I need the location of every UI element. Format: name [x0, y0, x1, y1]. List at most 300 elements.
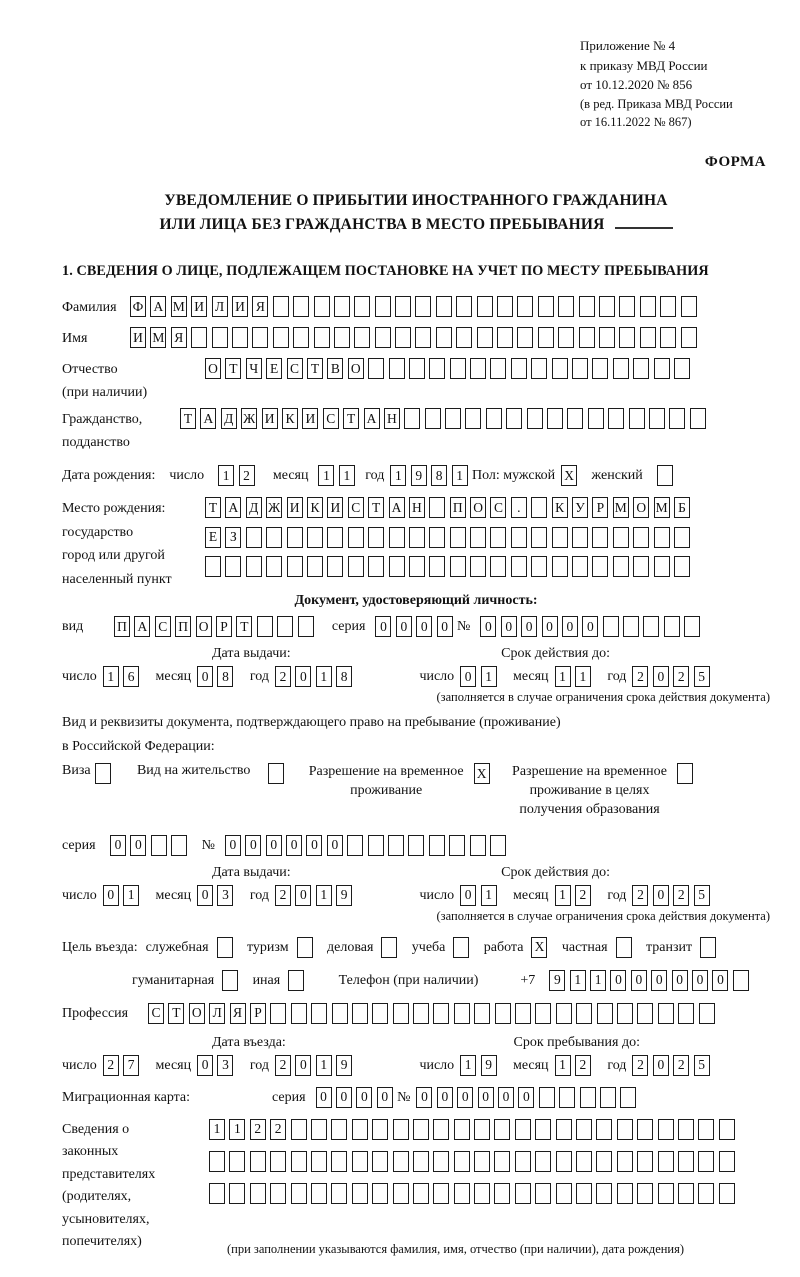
- char-box[interactable]: [660, 296, 676, 317]
- char-box[interactable]: 1: [452, 465, 468, 486]
- char-box[interactable]: Д: [246, 497, 262, 518]
- char-box[interactable]: [640, 327, 656, 348]
- char-box[interactable]: [429, 497, 445, 518]
- char-box[interactable]: 3: [217, 885, 233, 906]
- char-box[interactable]: [413, 1183, 429, 1204]
- char-box[interactable]: [273, 296, 289, 317]
- char-box[interactable]: 0: [460, 885, 476, 906]
- char-box[interactable]: 0: [498, 1087, 514, 1108]
- char-box[interactable]: [592, 358, 608, 379]
- char-box[interactable]: [454, 1003, 470, 1024]
- char-box[interactable]: 2: [673, 885, 689, 906]
- char-box[interactable]: [404, 408, 420, 429]
- char-box[interactable]: 1: [481, 885, 497, 906]
- char-box[interactable]: [171, 835, 187, 856]
- char-box[interactable]: [535, 1151, 551, 1172]
- char-box[interactable]: [257, 616, 273, 637]
- char-box[interactable]: [415, 296, 431, 317]
- char-box[interactable]: [699, 1003, 715, 1024]
- char-box[interactable]: О: [633, 497, 649, 518]
- char-box[interactable]: [470, 556, 486, 577]
- char-box[interactable]: Я: [171, 327, 187, 348]
- char-box[interactable]: Е: [266, 358, 282, 379]
- char-box[interactable]: 1: [318, 465, 334, 486]
- char-box[interactable]: 0: [197, 666, 213, 687]
- char-box[interactable]: [719, 1151, 735, 1172]
- char-box[interactable]: 0: [518, 1087, 534, 1108]
- char-box[interactable]: [658, 1183, 674, 1204]
- char-box[interactable]: 0: [416, 616, 432, 637]
- char-box[interactable]: [372, 1183, 388, 1204]
- char-box[interactable]: [654, 556, 670, 577]
- char-box[interactable]: Ч: [246, 358, 262, 379]
- char-box[interactable]: [572, 358, 588, 379]
- char-box[interactable]: 0: [542, 616, 558, 637]
- char-box[interactable]: [599, 296, 615, 317]
- char-box[interactable]: 0: [672, 970, 688, 991]
- char-box[interactable]: [409, 527, 425, 548]
- char-box[interactable]: [623, 616, 639, 637]
- char-box[interactable]: 0: [396, 616, 412, 637]
- char-box[interactable]: 0: [375, 616, 391, 637]
- char-box[interactable]: [643, 616, 659, 637]
- char-box[interactable]: 0: [610, 970, 626, 991]
- char-box[interactable]: Р: [250, 1003, 266, 1024]
- char-box[interactable]: [413, 1003, 429, 1024]
- char-box[interactable]: [354, 296, 370, 317]
- char-box[interactable]: [229, 1183, 245, 1204]
- char-box[interactable]: X: [531, 937, 547, 958]
- char-box[interactable]: Б: [674, 497, 690, 518]
- char-box[interactable]: 0: [631, 970, 647, 991]
- char-box[interactable]: З: [225, 527, 241, 548]
- char-box[interactable]: 0: [377, 1087, 393, 1108]
- char-box[interactable]: [287, 556, 303, 577]
- char-box[interactable]: [511, 527, 527, 548]
- char-box[interactable]: [352, 1183, 368, 1204]
- char-box[interactable]: [490, 835, 506, 856]
- char-box[interactable]: 0: [316, 1087, 332, 1108]
- char-box[interactable]: [633, 556, 649, 577]
- char-box[interactable]: [297, 937, 313, 958]
- char-box[interactable]: [477, 327, 493, 348]
- char-box[interactable]: [620, 1087, 636, 1108]
- char-box[interactable]: 0: [327, 835, 343, 856]
- char-box[interactable]: Р: [592, 497, 608, 518]
- char-box[interactable]: [515, 1151, 531, 1172]
- char-box[interactable]: [307, 527, 323, 548]
- char-box[interactable]: [450, 527, 466, 548]
- char-box[interactable]: [456, 296, 472, 317]
- char-box[interactable]: [538, 327, 554, 348]
- char-box[interactable]: 0: [562, 616, 578, 637]
- char-box[interactable]: [246, 556, 262, 577]
- char-box[interactable]: В: [327, 358, 343, 379]
- char-box[interactable]: .: [511, 497, 527, 518]
- char-box[interactable]: С: [155, 616, 171, 637]
- char-box[interactable]: [477, 296, 493, 317]
- char-box[interactable]: [629, 408, 645, 429]
- char-box[interactable]: А: [364, 408, 380, 429]
- char-box[interactable]: [678, 1151, 694, 1172]
- char-box[interactable]: Т: [180, 408, 196, 429]
- char-box[interactable]: [535, 1183, 551, 1204]
- char-box[interactable]: 0: [653, 666, 669, 687]
- char-box[interactable]: [331, 1183, 347, 1204]
- char-box[interactable]: 2: [275, 885, 291, 906]
- char-box[interactable]: [389, 556, 405, 577]
- char-box[interactable]: [592, 556, 608, 577]
- char-box[interactable]: И: [130, 327, 146, 348]
- char-box[interactable]: [311, 1151, 327, 1172]
- char-box[interactable]: [494, 1151, 510, 1172]
- char-box[interactable]: 1: [555, 666, 571, 687]
- char-box[interactable]: [389, 358, 405, 379]
- char-box[interactable]: 0: [130, 835, 146, 856]
- char-box[interactable]: [474, 1003, 490, 1024]
- char-box[interactable]: У: [572, 497, 588, 518]
- char-box[interactable]: 1: [390, 465, 406, 486]
- char-box[interactable]: [669, 408, 685, 429]
- char-box[interactable]: П: [450, 497, 466, 518]
- char-box[interactable]: А: [200, 408, 216, 429]
- char-box[interactable]: [490, 527, 506, 548]
- char-box[interactable]: 0: [653, 1055, 669, 1076]
- char-box[interactable]: 0: [460, 666, 476, 687]
- char-box[interactable]: Р: [216, 616, 232, 637]
- char-box[interactable]: [580, 1087, 596, 1108]
- char-box[interactable]: [619, 296, 635, 317]
- char-box[interactable]: [393, 1151, 409, 1172]
- char-box[interactable]: [347, 835, 363, 856]
- char-box[interactable]: Я: [230, 1003, 246, 1024]
- char-box[interactable]: [436, 327, 452, 348]
- char-box[interactable]: [535, 1003, 551, 1024]
- char-box[interactable]: [494, 1183, 510, 1204]
- char-box[interactable]: 5: [694, 1055, 710, 1076]
- char-box[interactable]: [592, 527, 608, 548]
- char-box[interactable]: [698, 1119, 714, 1140]
- char-box[interactable]: 2: [673, 1055, 689, 1076]
- char-box[interactable]: [348, 556, 364, 577]
- char-box[interactable]: [408, 835, 424, 856]
- char-box[interactable]: [678, 1183, 694, 1204]
- char-box[interactable]: О: [348, 358, 364, 379]
- char-box[interactable]: А: [134, 616, 150, 637]
- char-box[interactable]: 2: [270, 1119, 286, 1140]
- char-box[interactable]: 0: [437, 616, 453, 637]
- char-box[interactable]: [293, 296, 309, 317]
- char-box[interactable]: 1: [570, 970, 586, 991]
- char-box[interactable]: [616, 937, 632, 958]
- char-box[interactable]: 2: [250, 1119, 266, 1140]
- char-box[interactable]: И: [287, 497, 303, 518]
- char-box[interactable]: [674, 527, 690, 548]
- char-box[interactable]: [381, 937, 397, 958]
- char-box[interactable]: [268, 763, 284, 784]
- char-box[interactable]: [470, 527, 486, 548]
- char-box[interactable]: [654, 358, 670, 379]
- char-box[interactable]: [327, 556, 343, 577]
- char-box[interactable]: [719, 1183, 735, 1204]
- char-box[interactable]: 9: [336, 1055, 352, 1076]
- char-box[interactable]: [252, 327, 268, 348]
- char-box[interactable]: П: [175, 616, 191, 637]
- char-box[interactable]: [368, 556, 384, 577]
- char-box[interactable]: Ф: [130, 296, 146, 317]
- char-box[interactable]: 0: [295, 885, 311, 906]
- char-box[interactable]: [719, 1119, 735, 1140]
- char-box[interactable]: [191, 327, 207, 348]
- char-box[interactable]: М: [613, 497, 629, 518]
- char-box[interactable]: [556, 1119, 572, 1140]
- char-box[interactable]: [277, 616, 293, 637]
- char-box[interactable]: К: [282, 408, 298, 429]
- char-box[interactable]: Л: [209, 1003, 225, 1024]
- char-box[interactable]: [205, 556, 221, 577]
- char-box[interactable]: [425, 408, 441, 429]
- char-box[interactable]: 1: [218, 465, 234, 486]
- char-box[interactable]: Д: [221, 408, 237, 429]
- char-box[interactable]: [393, 1183, 409, 1204]
- char-box[interactable]: 2: [632, 885, 648, 906]
- char-box[interactable]: [490, 358, 506, 379]
- char-box[interactable]: [678, 1003, 694, 1024]
- char-box[interactable]: Ж: [241, 408, 257, 429]
- char-box[interactable]: [603, 616, 619, 637]
- char-box[interactable]: [375, 296, 391, 317]
- char-box[interactable]: Л: [212, 296, 228, 317]
- char-box[interactable]: [413, 1151, 429, 1172]
- char-box[interactable]: Т: [205, 497, 221, 518]
- char-box[interactable]: 2: [632, 666, 648, 687]
- char-box[interactable]: [389, 527, 405, 548]
- char-box[interactable]: [331, 1151, 347, 1172]
- char-box[interactable]: [291, 1119, 307, 1140]
- char-box[interactable]: [454, 1119, 470, 1140]
- char-box[interactable]: [511, 358, 527, 379]
- char-box[interactable]: [613, 358, 629, 379]
- char-box[interactable]: [209, 1151, 225, 1172]
- char-box[interactable]: [229, 1151, 245, 1172]
- char-box[interactable]: Т: [343, 408, 359, 429]
- char-box[interactable]: [454, 1183, 470, 1204]
- char-box[interactable]: [608, 408, 624, 429]
- char-box[interactable]: [232, 327, 248, 348]
- char-box[interactable]: [640, 296, 656, 317]
- char-box[interactable]: [456, 327, 472, 348]
- char-box[interactable]: [465, 408, 481, 429]
- char-box[interactable]: 0: [521, 616, 537, 637]
- char-box[interactable]: 1: [316, 666, 332, 687]
- char-box[interactable]: [287, 527, 303, 548]
- char-box[interactable]: Я: [252, 296, 268, 317]
- char-box[interactable]: [579, 327, 595, 348]
- char-box[interactable]: 0: [480, 616, 496, 637]
- char-box[interactable]: 0: [197, 1055, 213, 1076]
- char-box[interactable]: 1: [316, 1055, 332, 1076]
- char-box[interactable]: 1: [590, 970, 606, 991]
- char-box[interactable]: С: [287, 358, 303, 379]
- char-box[interactable]: [352, 1151, 368, 1172]
- char-box[interactable]: [151, 835, 167, 856]
- char-box[interactable]: [388, 835, 404, 856]
- char-box[interactable]: [619, 327, 635, 348]
- char-box[interactable]: [658, 1003, 674, 1024]
- char-box[interactable]: [552, 556, 568, 577]
- char-box[interactable]: [273, 327, 289, 348]
- char-box[interactable]: О: [205, 358, 221, 379]
- char-box[interactable]: [617, 1003, 633, 1024]
- char-box[interactable]: 1: [123, 885, 139, 906]
- char-box[interactable]: [266, 556, 282, 577]
- char-box[interactable]: [637, 1003, 653, 1024]
- char-box[interactable]: [395, 327, 411, 348]
- char-box[interactable]: А: [389, 497, 405, 518]
- char-box[interactable]: [572, 527, 588, 548]
- char-box[interactable]: Т: [225, 358, 241, 379]
- char-box[interactable]: [470, 835, 486, 856]
- char-box[interactable]: С: [148, 1003, 164, 1024]
- char-box[interactable]: [270, 1151, 286, 1172]
- char-box[interactable]: [395, 296, 411, 317]
- char-box[interactable]: [674, 358, 690, 379]
- char-box[interactable]: [531, 556, 547, 577]
- char-box[interactable]: [375, 327, 391, 348]
- char-box[interactable]: 1: [229, 1119, 245, 1140]
- char-box[interactable]: [250, 1151, 266, 1172]
- char-box[interactable]: [678, 1119, 694, 1140]
- char-box[interactable]: [250, 1183, 266, 1204]
- char-box[interactable]: Т: [168, 1003, 184, 1024]
- char-box[interactable]: [535, 1119, 551, 1140]
- char-box[interactable]: [307, 556, 323, 577]
- char-box[interactable]: [515, 1003, 531, 1024]
- char-box[interactable]: [433, 1151, 449, 1172]
- char-box[interactable]: [633, 358, 649, 379]
- char-box[interactable]: [429, 835, 445, 856]
- char-box[interactable]: [637, 1119, 653, 1140]
- char-box[interactable]: [486, 408, 502, 429]
- char-box[interactable]: [266, 527, 282, 548]
- char-box[interactable]: [298, 616, 314, 637]
- char-box[interactable]: [617, 1151, 633, 1172]
- char-box[interactable]: [433, 1119, 449, 1140]
- char-box[interactable]: [517, 296, 533, 317]
- char-box[interactable]: [674, 556, 690, 577]
- char-box[interactable]: М: [150, 327, 166, 348]
- char-box[interactable]: 5: [694, 885, 710, 906]
- char-box[interactable]: [515, 1119, 531, 1140]
- char-box[interactable]: 1: [460, 1055, 476, 1076]
- char-box[interactable]: [547, 408, 563, 429]
- char-box[interactable]: [311, 1003, 327, 1024]
- char-box[interactable]: 1: [209, 1119, 225, 1140]
- char-box[interactable]: [700, 937, 716, 958]
- char-box[interactable]: М: [654, 497, 670, 518]
- char-box[interactable]: 0: [582, 616, 598, 637]
- char-box[interactable]: [497, 327, 513, 348]
- char-box[interactable]: [332, 1003, 348, 1024]
- char-box[interactable]: [698, 1183, 714, 1204]
- char-box[interactable]: 2: [575, 1055, 591, 1076]
- char-box[interactable]: [531, 527, 547, 548]
- char-box[interactable]: [409, 358, 425, 379]
- char-box[interactable]: [681, 327, 697, 348]
- char-box[interactable]: 1: [555, 885, 571, 906]
- char-box[interactable]: [409, 556, 425, 577]
- char-box[interactable]: [445, 408, 461, 429]
- char-box[interactable]: 0: [266, 835, 282, 856]
- char-box[interactable]: 2: [103, 1055, 119, 1076]
- char-box[interactable]: [567, 408, 583, 429]
- char-box[interactable]: 0: [286, 835, 302, 856]
- char-box[interactable]: [225, 556, 241, 577]
- char-box[interactable]: [684, 616, 700, 637]
- char-box[interactable]: X: [474, 763, 490, 784]
- char-box[interactable]: [613, 556, 629, 577]
- char-box[interactable]: 0: [416, 1087, 432, 1108]
- char-box[interactable]: 0: [437, 1087, 453, 1108]
- char-box[interactable]: [393, 1119, 409, 1140]
- char-box[interactable]: [246, 527, 262, 548]
- char-box[interactable]: 0: [225, 835, 241, 856]
- char-box[interactable]: И: [191, 296, 207, 317]
- char-box[interactable]: [576, 1003, 592, 1024]
- char-box[interactable]: [556, 1003, 572, 1024]
- char-box[interactable]: 5: [694, 666, 710, 687]
- char-box[interactable]: [368, 527, 384, 548]
- char-box[interactable]: 9: [411, 465, 427, 486]
- char-box[interactable]: [291, 1151, 307, 1172]
- char-box[interactable]: М: [171, 296, 187, 317]
- char-box[interactable]: [331, 1119, 347, 1140]
- char-box[interactable]: [311, 1183, 327, 1204]
- char-box[interactable]: [372, 1003, 388, 1024]
- char-box[interactable]: [539, 1087, 555, 1108]
- char-box[interactable]: [470, 358, 486, 379]
- char-box[interactable]: [334, 296, 350, 317]
- char-box[interactable]: 0: [356, 1087, 372, 1108]
- char-box[interactable]: [658, 1151, 674, 1172]
- char-box[interactable]: [288, 970, 304, 991]
- char-box[interactable]: [314, 296, 330, 317]
- char-box[interactable]: [209, 1183, 225, 1204]
- char-box[interactable]: [517, 327, 533, 348]
- char-box[interactable]: [368, 835, 384, 856]
- char-box[interactable]: [617, 1183, 633, 1204]
- char-box[interactable]: [733, 970, 749, 991]
- char-box[interactable]: О: [196, 616, 212, 637]
- char-box[interactable]: 1: [339, 465, 355, 486]
- char-box[interactable]: [538, 296, 554, 317]
- char-box[interactable]: 8: [336, 666, 352, 687]
- char-box[interactable]: [511, 556, 527, 577]
- char-box[interactable]: [293, 327, 309, 348]
- char-box[interactable]: [334, 327, 350, 348]
- char-box[interactable]: [556, 1183, 572, 1204]
- char-box[interactable]: [474, 1183, 490, 1204]
- char-box[interactable]: К: [552, 497, 568, 518]
- char-box[interactable]: [572, 556, 588, 577]
- char-box[interactable]: [649, 408, 665, 429]
- char-box[interactable]: 2: [239, 465, 255, 486]
- char-box[interactable]: [429, 556, 445, 577]
- char-box[interactable]: [559, 1087, 575, 1108]
- char-box[interactable]: [552, 527, 568, 548]
- char-box[interactable]: Т: [307, 358, 323, 379]
- char-box[interactable]: 0: [501, 616, 517, 637]
